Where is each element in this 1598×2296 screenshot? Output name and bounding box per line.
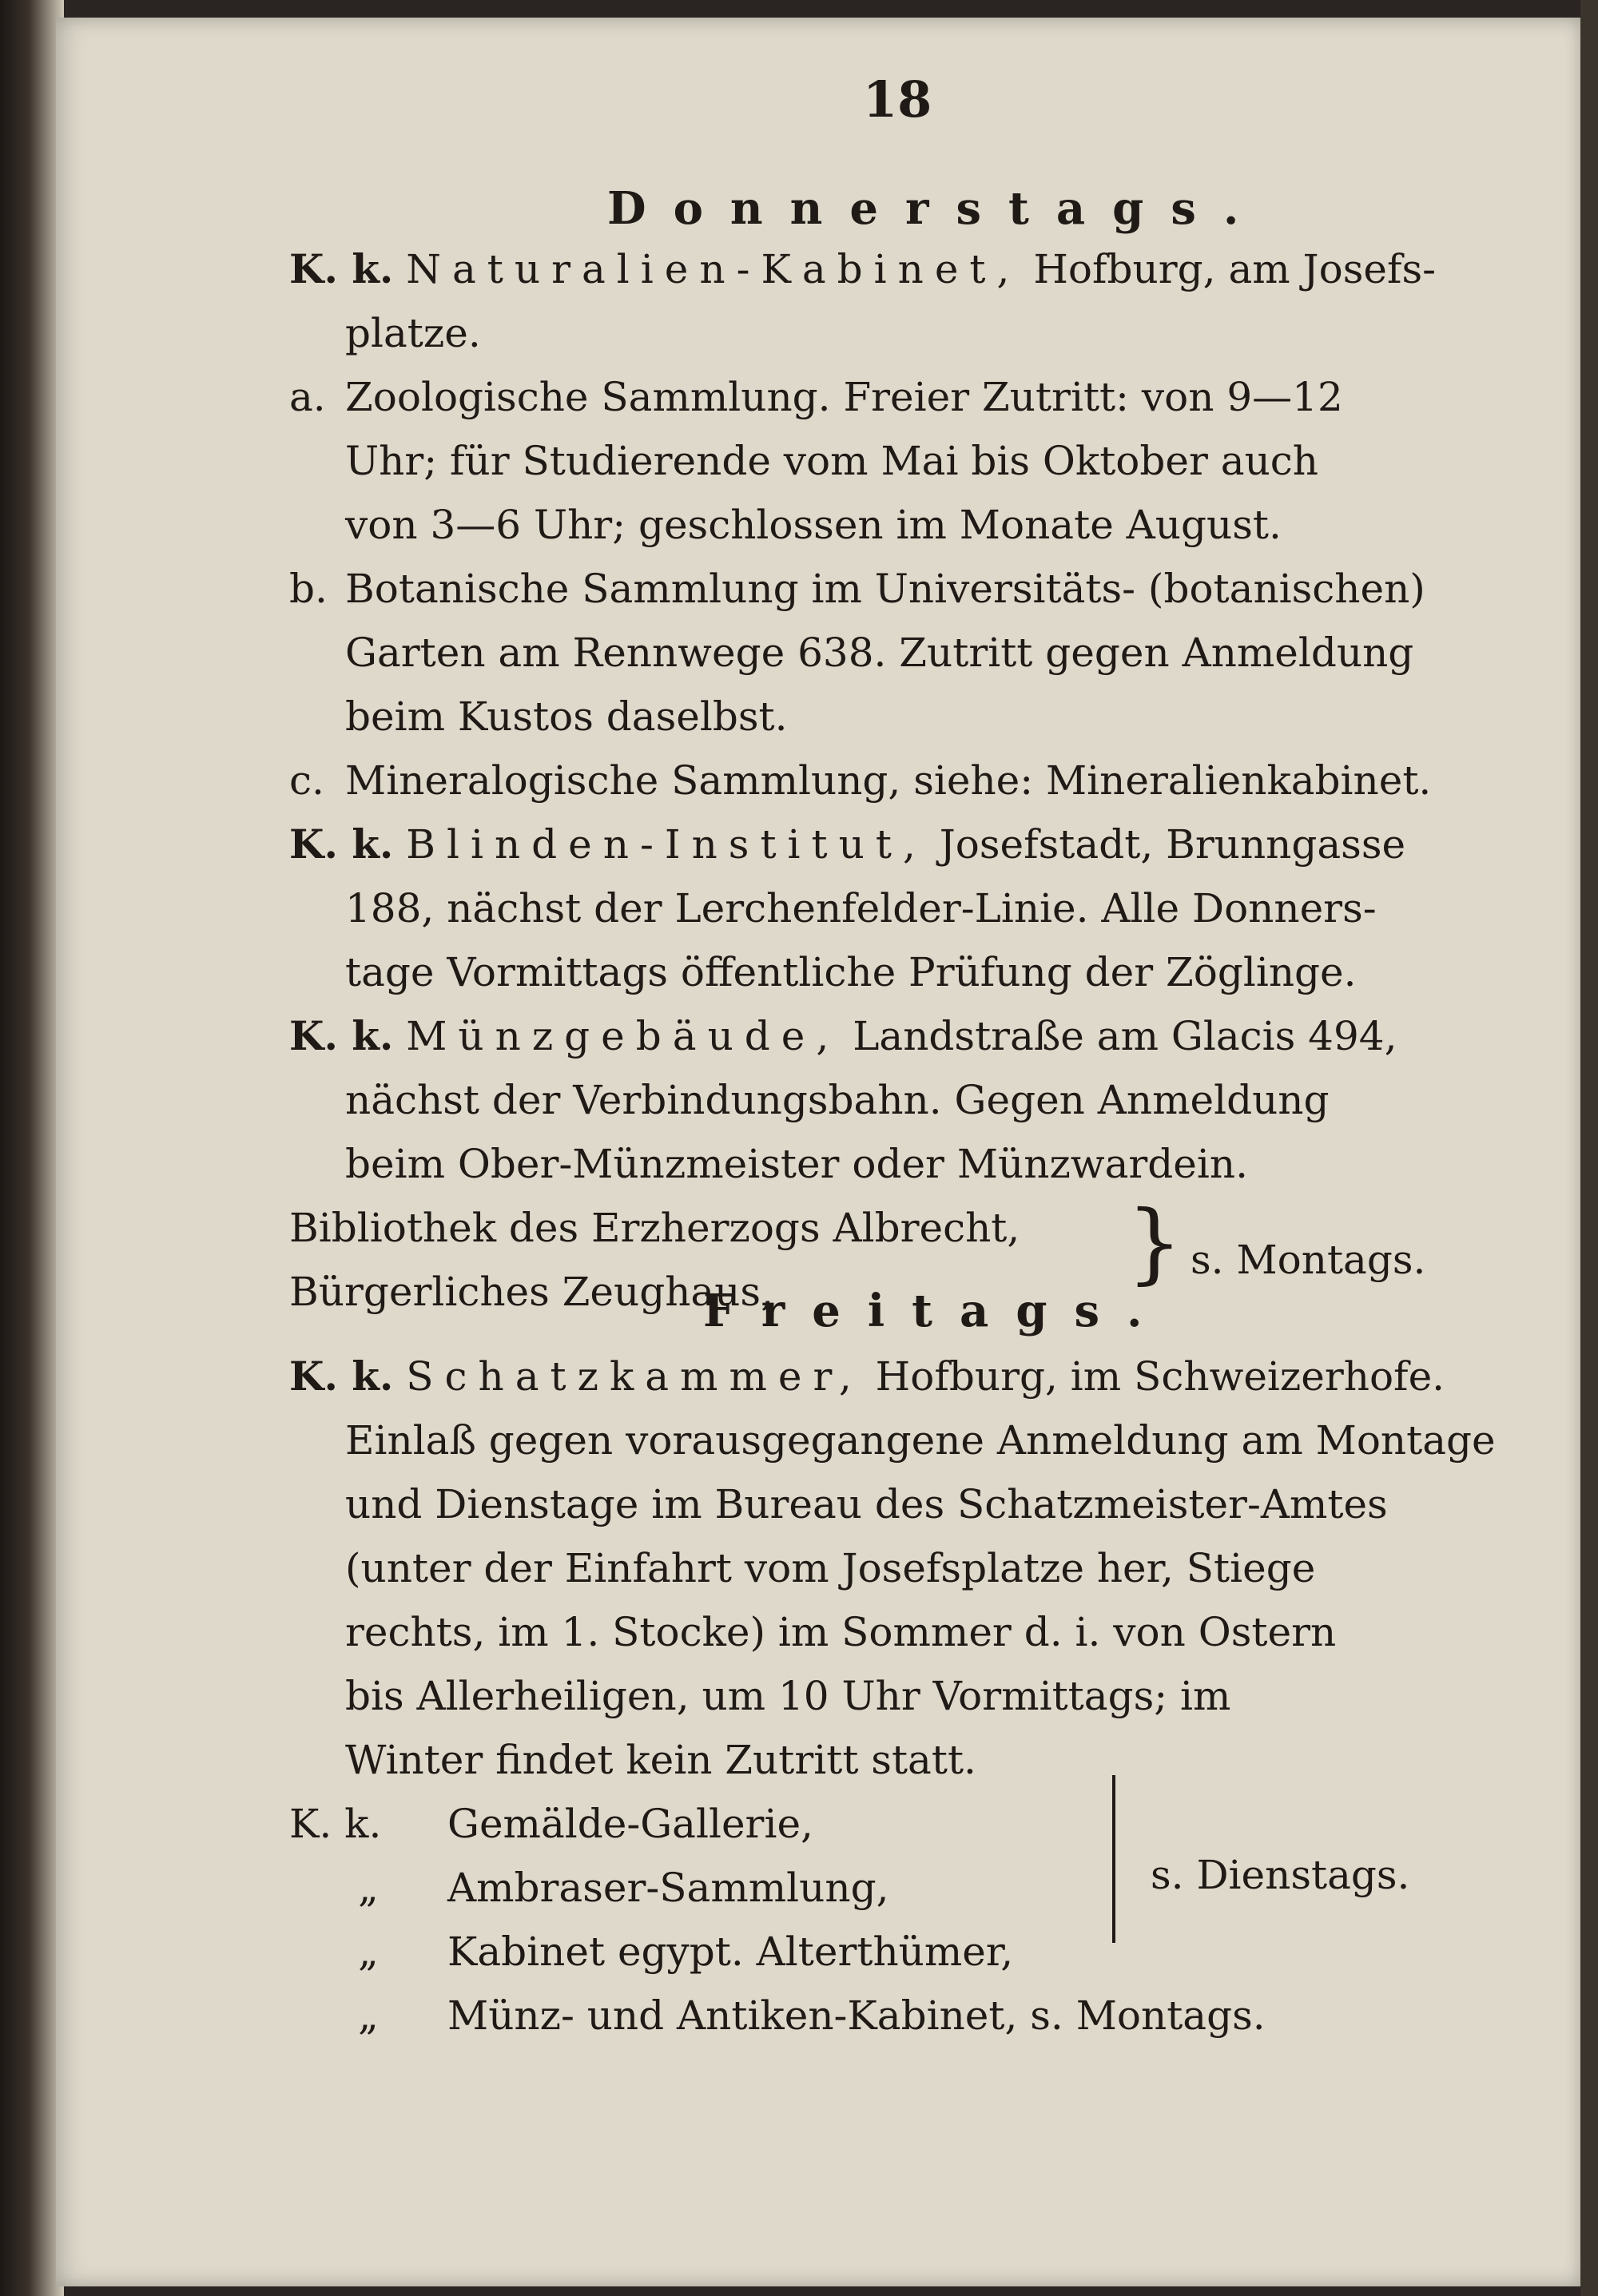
entry-zeughaus: Bürgerliches Zeughaus, [289,1269,773,1315]
heading-friday: Freitags. [703,1285,1170,1337]
item-b-line1: Botanische Sammlung im Universitäts- (botanischen) [345,566,1425,612]
item-a-label: a. [289,374,326,420]
ditto-mark: „ [358,1865,379,1911]
entry-muenz-line3: beim Ober-Münzmeister oder Münzwardein. [345,1141,1248,1187]
entry-label: K. k. [289,1012,394,1059]
item-a-line3: von 3—6 Uhr; geschlossen im Monate August. [345,502,1282,548]
entry-blinden-line1 [289,820,1406,868]
page-number: 18 [863,70,932,129]
entry-label: K. k. [289,245,394,292]
entry-naturalien-line1 [289,245,1437,292]
item-b-line2: Garten am Rennwege 638. Zutritt gegen Anmeldung [345,630,1414,676]
book-binding [0,0,64,2296]
item-a-line2: Uhr; für Studierende vom Mai bis Oktober auch [345,438,1318,484]
entry-schatzkammer-line7: Winter findet kein Zutritt statt. [345,1737,976,1783]
entry-schatzkammer-line1 [289,1353,1445,1400]
item-b-label: b. [289,566,328,612]
entry-label: K. k. [289,1353,394,1400]
ditto-mark: „ [358,1992,379,2039]
reference-montags: s. Montags. [1030,1992,1266,2039]
reference-dienstags: s. Dienstags. [1151,1852,1410,1898]
entry-muenz-line1 [289,1012,1397,1059]
item-c-line1: Mineralogische Sammlung, siehe: Mineralienkabinet. [345,757,1432,804]
entry-blinden-line2: 188, nächst der Lerchenfelder-Linie. Alle Donners- [345,885,1377,932]
entry-gemaelde-label: K. k. [289,1801,382,1847]
entry-blinden-line3: tage Vormittags öffentliche Prüfung der Zöglinge. [345,949,1357,995]
item-b-line3: beim Kustos daselbst. [345,693,788,740]
entry-muenz-line2: nächst der Verbindungsbahn. Gegen Anmeldung [345,1077,1330,1123]
reference-montags: s. Montags. [1191,1237,1426,1283]
entry-schatzkammer-line3: und Dienstage im Bureau des Schatzmeister-Amtes [345,1481,1388,1527]
entry-bibliothek: Bibliothek des Erzherzogs Albrecht, [289,1205,1020,1251]
entry-text: Münz- und Antiken-Kabinet, [447,1992,1018,2039]
entry-egypt: Kabinet egypt. Alterthümer, [447,1929,1014,1975]
entry-gemaelde: Gemälde-Gallerie, [447,1801,813,1847]
entry-name: Schatzkammer, [406,1353,863,1400]
entry-text: Hofburg, am Josefs- [1033,246,1437,292]
entry-name: Blinden-Institut, [406,821,927,868]
entry-text: Landstraße am Glacis 494, [853,1013,1397,1059]
bracket [1112,1775,1115,1943]
entry-muenz-antiken [447,1992,1266,2039]
item-a-line1: Zoologische Sammlung. Freier Zutritt: von 9—12 [345,374,1343,420]
entry-schatzkammer-line5: rechts, im 1. Stocke) im Sommer d. i. von Ostern [345,1609,1337,1655]
entry-name: Naturalien-Kabinet, [406,246,1021,292]
heading-thursday: Donnerstags. [607,182,1266,235]
entry-name: Münzgebäude, [406,1013,841,1059]
entry-text: Hofburg, im Schweizerhofe. [875,1353,1445,1400]
item-c-label: c. [289,757,324,804]
entry-schatzkammer-line6: bis Allerheiligen, um 10 Uhr Vormittags; im [345,1673,1231,1719]
ditto-mark: „ [358,1929,379,1975]
entry-ambraser: Ambraser-Sammlung, [447,1865,889,1911]
entry-schatzkammer-line4: (unter der Einfahrt vom Josefsplatze her, Stiege [345,1545,1316,1591]
entry-naturalien-line2: platze. [345,310,481,356]
entry-label: K. k. [289,820,394,868]
page-edge [1580,0,1598,2296]
curly-brace: } [1127,1191,1183,1293]
entry-text: Josefstadt, Brunngasse [939,821,1406,868]
entry-schatzkammer-line2: Einlaß gegen vorausgegangene Anmeldung am Montage [345,1417,1496,1464]
